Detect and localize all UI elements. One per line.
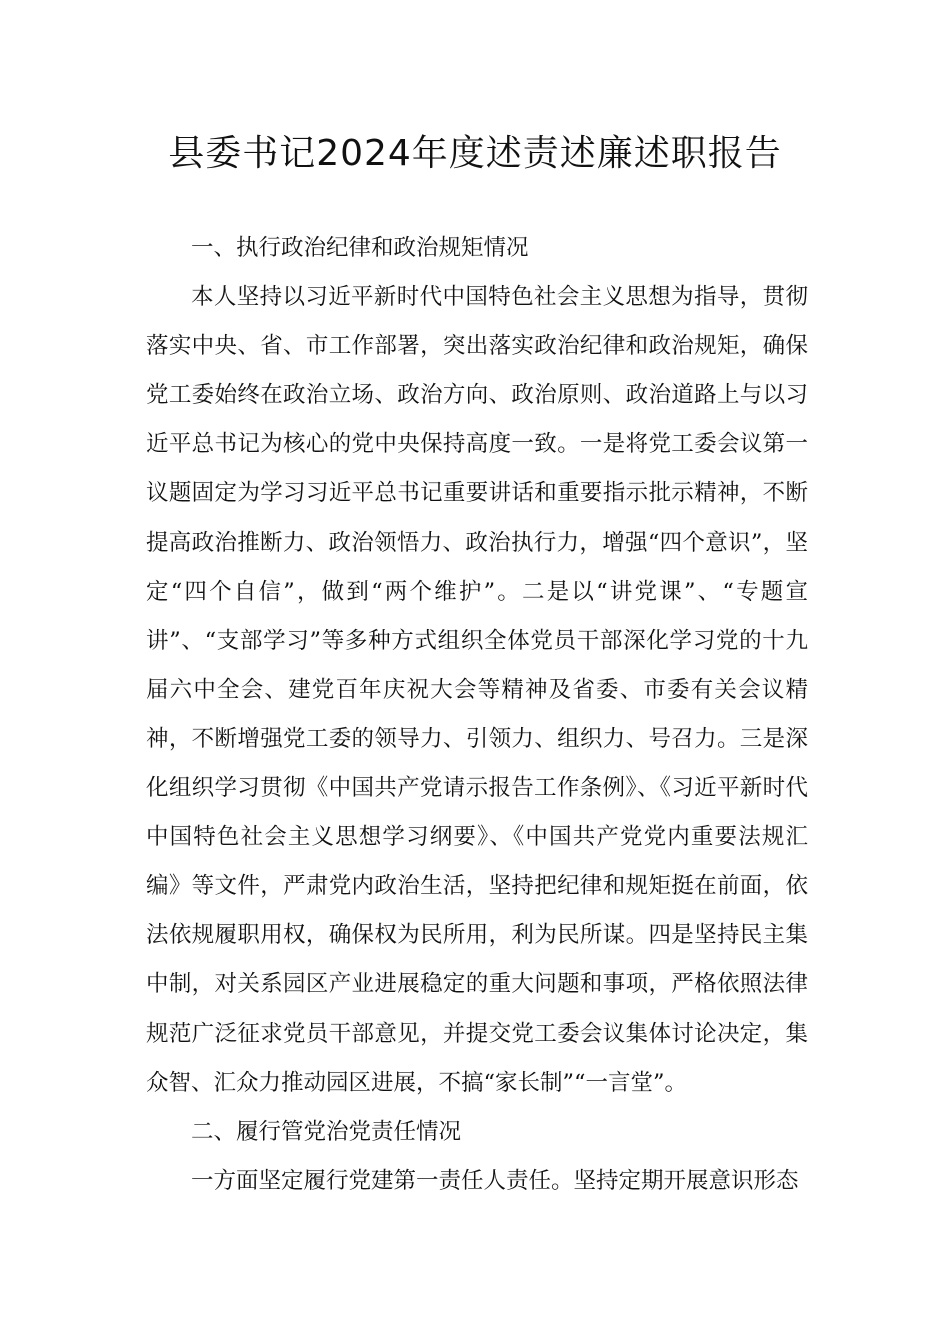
section-2-paragraph-1: 一方面坚定履行党建第一责任人责任。坚持定期开展意识形态 bbox=[191, 1167, 799, 1194]
document-title: 县委书记2024年度述责述廉述职报告 bbox=[168, 133, 782, 174]
document-body bbox=[146, 224, 808, 1206]
section-heading-1: 一、执行政治纪律和政治规矩情况 bbox=[191, 235, 529, 261]
section-1-paragraph-1: 本人坚持以习近平新时代中国特色社会主义思想为指导，贯彻落实中央、省、市工作部署，突出落实政治纪律和政治规矩，确保党工委始终在政治立场、政治方向、政治原则、政治道路上与以习近平总书记为核心的党中央保持高度一致。一是将党工委会议第一议题固定为学习习近平总书记重要讲话和重要指示批示精神，不断提高政治推断力、政治领悟力、政治执行力，增强“四个意识”，坚定“四个自信”，做到“两个维护”。二是以“讲党课”、“专题宣讲”、“支部学习”等多种方式组织全体党员干部深化学习党的十九届六中全会、建党百年庆祝大会等精神及省委、市委有关会议精神，不断增强党工委的领导力、引领力、组织力、号召力。三是深化组织学习贯彻《中国共产党请示报告工作条例》、《习近平新时代中国特色社会主义思想学习纲要》、《中国共产党党内重要法规汇编》等文件，严肃党内政治生活，坚持把纪律和规矩挺在前面，依法依规履职用权，确保权为民所用，利为民所谋。四是坚持民主集中制，对关系园区产业进展稳定的重大问题和事项，严格依照法律规范广泛征求党员干部意见，并提交党工委会议集体讨论决定，集众智、汇众力推动园区进展，不搞“家长制”“一言堂”。 bbox=[146, 284, 808, 1096]
section-heading-2: 二、履行管党治党责任情况 bbox=[191, 1118, 462, 1145]
